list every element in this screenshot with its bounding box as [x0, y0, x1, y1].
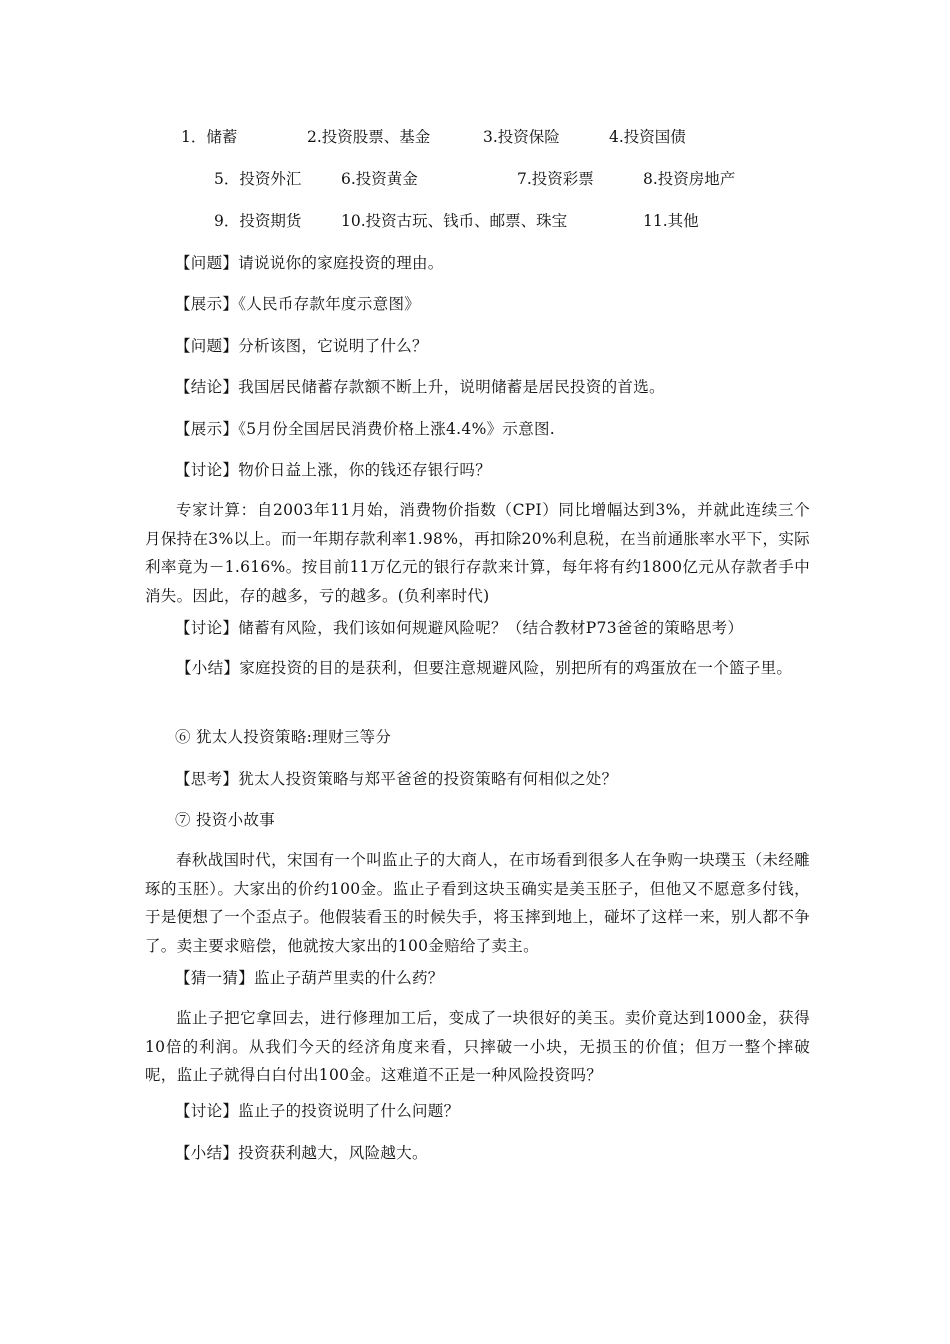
show-cpi-chart: 【展示】《5月份全国居民消费价格上涨4.4%》示意图.	[175, 420, 556, 438]
option-gold: 6.投资黄金	[341, 170, 418, 188]
show-deposit-chart: 【展示】《人民币存款年度示意图》	[175, 295, 421, 313]
option-insurance: 3.投资保险	[483, 128, 560, 146]
story-paragraph: 春秋战国时代，宋国有一个叫监止子的大商人，在市场看到很多人在争购一块璞玉（未经雕琢的玉胚）。大家出的价约100金。监止子看到这块玉确实是美玉胚子，但他又不愿意多付钱，于是便想了一个歪点子。他假装看玉的时候失手，将玉摔到地上，碰坏了这样一来，别人都不争了。卖主要求赔偿，他就按大家出的100金赔给了卖主。	[145, 851, 810, 955]
option-forex: 5．投资外汇	[214, 170, 302, 188]
question-reason: 【问题】请说说你的家庭投资的理由。	[175, 254, 444, 272]
think-question: 【思考】犹太人投资策略与郑平爸爸的投资策略有何相似之处？	[175, 770, 618, 788]
option-real-estate: 8.投资房地产	[643, 170, 736, 188]
discussion-bank: 【讨论】物价日益上涨，你的钱还存银行吗？	[175, 461, 492, 479]
conclusion: 【结论】我国居民储蓄存款额不断上升，说明储蓄是居民投资的首选。	[175, 378, 665, 396]
option-savings: 1．储蓄	[181, 128, 238, 146]
jewish-strategy-heading: ⑥ 犹太人投资策略:理财三等分	[175, 728, 392, 746]
option-futures: 9．投资期货	[214, 212, 302, 230]
option-lottery: 7.投资彩票	[517, 170, 594, 188]
option-antiques: 10.投资古玩、钱币、邮票、珠宝	[341, 212, 568, 230]
option-stocks-funds: 2.投资股票、基金	[307, 128, 431, 146]
story-heading: ⑦ 投资小故事	[175, 811, 276, 829]
expert-calculation-paragraph: 专家计算：自2003年11月始，消费物价指数（CPI）同比增幅达到3%，并就此连续三个月保持在3%以上。而一年期存款利率1.98%，再扣除20%利息税，在当前通胀率水平下，实际利率竟为－1.616%。按目前11万亿元的银行存款来计算，每年将有约1800亿元从存款者手中消失。因此，存的越多，亏的越多。(负利率时代)	[145, 501, 810, 605]
summary-family-investment: 【小结】家庭投资的目的是获利，但要注意规避风险，别把所有的鸡蛋放在一个篮子里。	[176, 659, 793, 677]
summary-risk: 【小结】投资获利越大，风险越大。	[175, 1144, 428, 1162]
guess-question: 【猜一猜】监止子葫芦里卖的什么药？	[175, 969, 444, 987]
option-other: 11.其他	[643, 212, 699, 230]
question-analyze: 【问题】分析该图，它说明了什么？	[175, 337, 428, 355]
story-result-paragraph: 监止子把它拿回去，进行修理加工后，变成了一块很好的美玉。卖价竟达到1000金，获得10倍的利润。从我们今天的经济角度来看，只摔破一小块，无损玉的价值；但万一整个摔破呢，监止子就得白白付出100金。这难道不正是一种风险投资吗？	[145, 1009, 810, 1084]
discussion-story: 【讨论】监止子的投资说明了什么问题？	[175, 1102, 460, 1120]
discussion-avoid-risk: 【讨论】储蓄有风险，我们该如何规避风险呢？（结合教材P73爸爸的策略思考）	[175, 619, 744, 637]
option-bonds: 4.投资国债	[609, 128, 686, 146]
